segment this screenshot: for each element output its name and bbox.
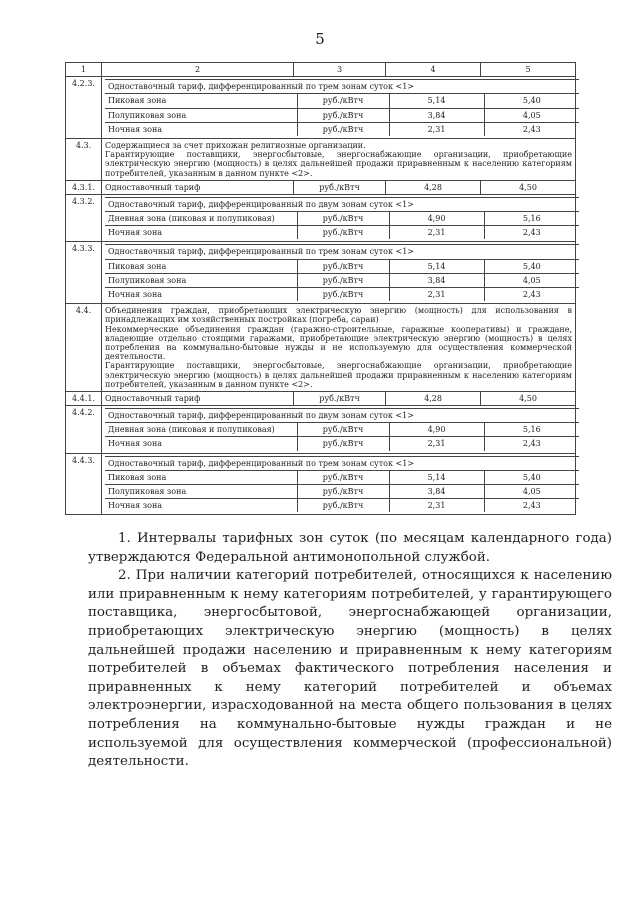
zone-table bbox=[105, 408, 579, 451]
zone-table bbox=[105, 244, 579, 301]
zone-row bbox=[105, 470, 579, 484]
zone-v2: 2,43 bbox=[484, 437, 579, 451]
table-row bbox=[66, 242, 576, 304]
zone-v2: 2,43 bbox=[484, 122, 579, 136]
zone-unit: руб./кВтч bbox=[297, 437, 389, 451]
row-number: 4.2.3. bbox=[66, 77, 102, 139]
zone-v1: 3,84 bbox=[389, 108, 484, 122]
zone-row bbox=[105, 437, 579, 451]
tariff-group bbox=[102, 194, 576, 242]
column-header: 3 bbox=[294, 63, 386, 77]
zone-unit: руб./кВтч bbox=[297, 423, 389, 437]
zone-name: Пиковая зона bbox=[105, 94, 297, 108]
tariff-group-title: Одноставочный тариф, дифференцированный по трем зонам суток <1> bbox=[105, 80, 579, 94]
zone-table bbox=[105, 79, 579, 136]
column-header: 5 bbox=[481, 63, 576, 77]
zone-v2: 5,40 bbox=[484, 94, 579, 108]
table-row bbox=[66, 77, 576, 139]
zone-name: Пиковая зона bbox=[105, 470, 297, 484]
description-paragraph: Некоммерческие объединения граждан (гаражно-строительные, гаражные кооперативы) и граждане, владеющие отдельно стоящими гаражами, приобретающие электрическую энергию (мощность) в целях потребления на коммунально-бытовые нужды и не используемую для осуществления коммерческой деятельности. bbox=[105, 324, 572, 362]
row-number: 4.3.1. bbox=[66, 180, 102, 194]
footnote-2: 2. При наличии категорий потребителей, относящихся к населению или приравненным к нему категориям потребителей, у гарантирующего поставщика, энергосбытовой, энергоснабжающей организации, приобретающих электрическую энергию (мощность) в целях дальнейшей продажи населению и приравненным к нему категориям потребителей в объемах фактического потребления населения и приравненных к нему категорий потребителей и объемах электроэнергии, израсходованной на места общего пользования в целях потребления на коммунально-бытовые нужды граждан и не используемой для осуществления коммерческой (профессиональной) деятельности. bbox=[88, 568, 612, 770]
zone-unit: руб./кВтч bbox=[297, 273, 389, 287]
tariff-group bbox=[102, 406, 576, 454]
zone-row bbox=[105, 226, 579, 240]
table-row bbox=[66, 180, 576, 194]
tariff-group-title: Одноставочный тариф, дифференцированный по двум зонам суток <1> bbox=[105, 409, 579, 423]
page-number: 5 bbox=[315, 30, 325, 48]
tariff-v2: 4,50 bbox=[481, 180, 576, 194]
zone-name: Пиковая зона bbox=[105, 259, 297, 273]
zone-name: Дневная зона (пиковая и полупиковая) bbox=[105, 423, 297, 437]
zone-row bbox=[105, 108, 579, 122]
tariff-v1: 4,28 bbox=[386, 391, 481, 405]
description-paragraph: Гарантирующие поставщики, энергосбытовые, энергоснабжающие организации, приобретающие электрическую энергию (мощность) в целях дальнейшей продажи приравненным к населению категориям потребителей, указанным в данном пункте <2>. bbox=[105, 150, 572, 178]
zone-v1: 2,31 bbox=[389, 122, 484, 136]
zone-v2: 5,16 bbox=[484, 212, 579, 226]
tariff-v2: 4,50 bbox=[481, 391, 576, 405]
zone-name: Ночная зона bbox=[105, 499, 297, 513]
tariff-unit: руб./кВтч bbox=[294, 391, 386, 405]
zone-v1: 5,14 bbox=[389, 259, 484, 273]
zone-row bbox=[105, 273, 579, 287]
row-number: 4.4. bbox=[66, 304, 102, 392]
zone-row bbox=[105, 122, 579, 136]
zone-name: Ночная зона bbox=[105, 122, 297, 136]
zone-table bbox=[105, 197, 579, 240]
description-paragraph: Содержащиеся за счет прихожан религиозные организации. bbox=[105, 140, 366, 150]
row-number: 4.4.1. bbox=[66, 391, 102, 405]
table-row bbox=[66, 304, 576, 392]
tariff-group bbox=[102, 242, 576, 304]
zone-row bbox=[105, 259, 579, 273]
zone-v1: 2,31 bbox=[389, 226, 484, 240]
footnotes bbox=[88, 530, 612, 772]
zone-v2: 2,43 bbox=[484, 226, 579, 240]
zone-v2: 4,05 bbox=[484, 485, 579, 499]
row-number: 4.3.2. bbox=[66, 194, 102, 242]
zone-row bbox=[105, 485, 579, 499]
zone-name: Полупиковая зона bbox=[105, 485, 297, 499]
zone-row bbox=[105, 423, 579, 437]
category-description bbox=[102, 304, 576, 392]
footnote-1: 1. Интервалы тарифных зон суток (по месяцам календарного года) утверждаются Федеральной антимонопольной службой. bbox=[88, 531, 612, 565]
zone-name: Ночная зона bbox=[105, 437, 297, 451]
tariff-group bbox=[102, 453, 576, 515]
zone-name: Дневная зона (пиковая и полупиковая) bbox=[105, 212, 297, 226]
column-header: 2 bbox=[102, 63, 294, 77]
row-number: 4.3. bbox=[66, 138, 102, 180]
table-row bbox=[66, 391, 576, 405]
tariff-v1: 4,28 bbox=[386, 180, 481, 194]
row-number: 4.4.2. bbox=[66, 406, 102, 454]
zone-v1: 2,31 bbox=[389, 437, 484, 451]
zone-unit: руб./кВтч bbox=[297, 122, 389, 136]
category-description bbox=[102, 138, 576, 180]
description-paragraph: Объединения граждан, приобретающих электрическую энергию (мощность) для использования в принадлежащих им хозяйственных постройках (погреба, сараи) bbox=[105, 306, 572, 325]
zone-name: Ночная зона bbox=[105, 226, 297, 240]
column-header: 4 bbox=[386, 63, 481, 77]
tariff-table bbox=[65, 62, 576, 515]
zone-unit: руб./кВтч bbox=[297, 226, 389, 240]
zone-unit: руб./кВтч bbox=[297, 485, 389, 499]
zone-v1: 4,90 bbox=[389, 212, 484, 226]
zone-v2: 4,05 bbox=[484, 273, 579, 287]
column-header: 1 bbox=[66, 63, 102, 77]
zone-unit: руб./кВтч bbox=[297, 259, 389, 273]
zone-v1: 3,84 bbox=[389, 485, 484, 499]
zone-v2: 5,40 bbox=[484, 470, 579, 484]
zone-row bbox=[105, 212, 579, 226]
zone-row bbox=[105, 94, 579, 108]
zone-row bbox=[105, 499, 579, 513]
tariff-group-title: Одноставочный тариф, дифференцированный по двум зонам суток <1> bbox=[105, 197, 579, 211]
zone-unit: руб./кВтч bbox=[297, 499, 389, 513]
zone-v2: 2,43 bbox=[484, 499, 579, 513]
zone-unit: руб./кВтч bbox=[297, 212, 389, 226]
zone-v2: 5,16 bbox=[484, 423, 579, 437]
zone-v1: 3,84 bbox=[389, 273, 484, 287]
table-row bbox=[66, 194, 576, 242]
zone-unit: руб./кВтч bbox=[297, 470, 389, 484]
table-row bbox=[66, 406, 576, 454]
zone-v1: 2,31 bbox=[389, 288, 484, 302]
zone-v2: 5,40 bbox=[484, 259, 579, 273]
zone-table bbox=[105, 456, 579, 513]
zone-v2: 2,43 bbox=[484, 288, 579, 302]
description-paragraph: Гарантирующие поставщики, энергосбытовые, энергоснабжающие организации, приобретающие электрическую энергию (мощность) в целях дальнейшей продажи приравненным к населению категориям потребителей, указанным в данном пункте <2>. bbox=[105, 361, 572, 389]
tariff-group-title: Одноставочный тариф, дифференцированный по трем зонам суток <1> bbox=[105, 456, 579, 470]
zone-v1: 4,90 bbox=[389, 423, 484, 437]
tariff-name: Одноставочный тариф bbox=[102, 180, 294, 194]
zone-v1: 5,14 bbox=[389, 470, 484, 484]
tariff-unit: руб./кВтч bbox=[294, 180, 386, 194]
row-number: 4.4.3. bbox=[66, 453, 102, 515]
tariff-name: Одноставочный тариф bbox=[102, 391, 294, 405]
zone-unit: руб./кВтч bbox=[297, 288, 389, 302]
zone-unit: руб./кВтч bbox=[297, 94, 389, 108]
row-number: 4.3.3. bbox=[66, 242, 102, 304]
zone-row bbox=[105, 288, 579, 302]
zone-name: Полупиковая зона bbox=[105, 273, 297, 287]
zone-name: Ночная зона bbox=[105, 288, 297, 302]
zone-unit: руб./кВтч bbox=[297, 108, 389, 122]
tariff-group bbox=[102, 77, 576, 139]
zone-v2: 4,05 bbox=[484, 108, 579, 122]
zone-v1: 5,14 bbox=[389, 94, 484, 108]
zone-v1: 2,31 bbox=[389, 499, 484, 513]
table-header-row bbox=[66, 63, 576, 77]
tariff-group-title: Одноставочный тариф, дифференцированный по трем зонам суток <1> bbox=[105, 245, 579, 259]
zone-name: Полупиковая зона bbox=[105, 108, 297, 122]
table-row bbox=[66, 453, 576, 515]
table-row bbox=[66, 138, 576, 180]
